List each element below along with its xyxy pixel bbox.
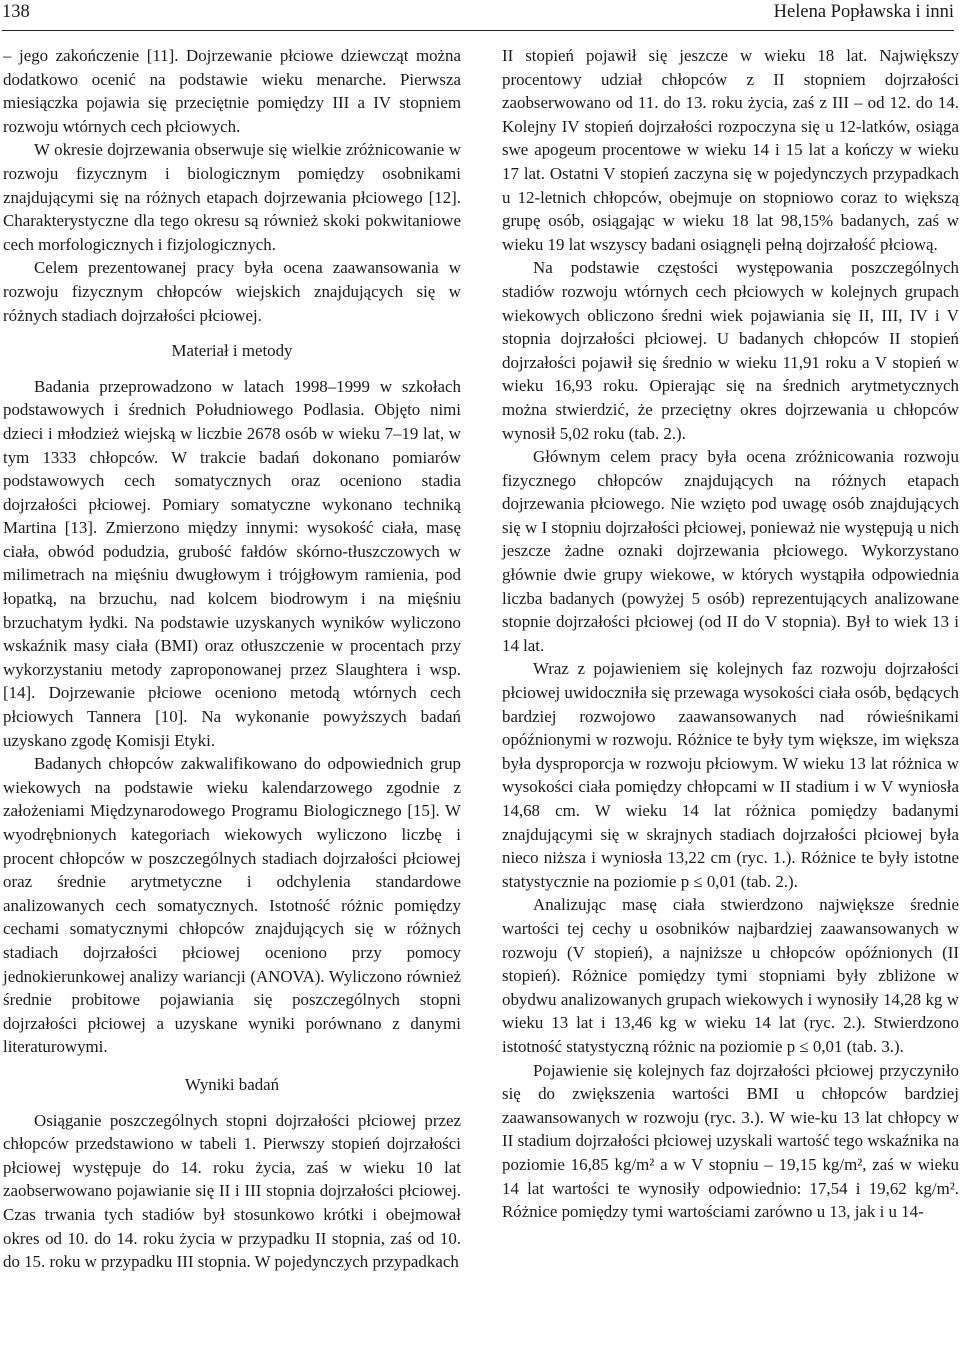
section-heading-methods: Materiał i metody	[171, 341, 293, 361]
right-column	[502, 44, 959, 1224]
paragraph: Badania przeprowadzono w latach 1998–1999 w szkołach podstawowych i średnich Południowego Podlasia. Objęto nimi dzieci i młodzież wiejską w liczbie 2678 osób w wieku 7–19 lat, w tym 1333 chłopców. W trakcie badań dokonano pomiarów podstawowych cech somatycznych oraz oceniono stadia dojrzałości płciowej. Pomiary somatyczne wykonano techniką Martina [13]. Zmierzono między innymi: wysokość ciała, masę ciała, obwód podudzia, grubość fałdów skórno-tłuszczowych w milimetrach na mięśniu dwugłowym i trójgłowym ramienia, pod łopatką, na brzuchu, nad kolcem biodrowym i na mięśniu brzuchatym łydki. Na podstawie uzyskanych wyników wyliczono wskaźnik masy ciała (BMI) oraz otłuszczenie w procentach przy wykorzystaniu metody zaproponowanej przez Slaughtera i wsp. [14]. Dojrzewanie płciowe oceniono metodą wtórnych cech płciowych Tannera [10]. Na wykonanie powyższych badań uzyskano zgodę Komisji Etyki.	[3, 376, 461, 750]
paragraph: Celem prezentowanej pracy była ocena zaawansowania w rozwoju fizycznym chłopców wiejskich znajdujących się w różnych stadiach dojrzałości płciowej.	[3, 258, 461, 325]
running-header-authors: Helena Popławska i inni	[773, 2, 954, 22]
paragraph: Wraz z pojawieniem się kolejnych faz rozwoju dojrzałości płciowej uwidoczniła się przewaga wysokości ciała osób, będących bardziej rozwojowo zaawansowanych nad rówieśnikami opóźnionymi w rozwoju. Różnice te były tym większe, im większa była dysproporcja w rozwoju płciowym. W wieku 13 lat różnica w wysokości ciała pomiędzy chłopcami w II stadium i w V wyniosła 14,68 cm. W wieku 14 lat różnica pomiędzy badanymi znajdującymi się w skrajnych stadiach dojrzałości płciowej była nieco niższa i wyniosła 13,22 cm (ryc. 1.). Różnice te były istotne statystycznie na poziomie p ≤ 0,01 (tab. 2.).	[502, 659, 959, 891]
paragraph: Na podstawie częstości występowania poszczególnych stadiów rozwoju wtórnych cech płciowych w kolejnych grupach wiekowych obliczono średni wiek pojawiania się II, III, IV i V stopnia dojrzałości płciowej. U badanych chłopców II stopień dojrzałości pojawił się średnio w wieku 11,91 roku a V stopień w wieku 16,93 roku. Opierając się na średnich arytmetycznych można stwierdzić, że przeciętny okres dojrzewania u chłopców wynosił 5,02 roku (tab. 2.).	[502, 258, 959, 443]
paragraph: Osiąganie poszczególnych stopni dojrzałości płciowej przez chłopców przedstawiono w tabeli 1. Pierwszy stopień dojrzałości płciowej występuje do 14. roku życia, zaś w wieku 10 lat zaobserwowano pojawianie się II i III stopnia dojrzałości płciowej. Czas trwania tych stadiów był stosunkowo krótki i obejmował okres od 10. do 14. roku życia w przypadku II stopnia, zaś od 10. do 15. roku w przypadku III stopnia. W pojedynczych przypadkach	[3, 1110, 461, 1272]
paragraph: Głównym celem pracy była ocena zróżnicowania rozwoju fizycznego chłopców znajdujących na różnych etapach dojrzewania płciowego. Nie wzięto pod uwagę osób znajdujących się w I stopniu dojrzałości płciowej, ponieważ nie występują u nich jeszcze żadne oznaki dojrzewania płciowego. Wykorzystano głównie dwie grupy wiekowe, w których wystąpiła odpowiednia liczba badanych (powyżej 5 osób) reprezentujących analizowane stopnie dojrzałości płciowej (od II do V stopnia). Był to wiek 13 i 14 lat.	[502, 447, 959, 655]
paragraph: W okresie dojrzewania obserwuje się wielkie zróżnicowanie w rozwoju fizycznym i biologicznym pomiędzy osobnikami znajdującymi się na różnych etapach dojrzewania płciowego [12]. Charakterystyczne dla tego okresu są również skoki pokwitaniowe cech morfologicznych i fizjologicznych.	[3, 140, 461, 254]
paragraph: Analizując masę ciała stwierdzono największe średnie wartości tej cechy u osobników najbardziej zaawansowanych w rozwoju (V stopień), a najniższe u chłopców opóźnionych (II stopień). Różnice pomiędzy tymi stopniami były zbliżone w obydwu analizowanych grupach wiekowych i wynosiły 14,28 kg w wieku 13 lat i 13,46 kg w wieku 14 lat (ryc. 2.). Stwierdzono istotność statystyczną różnic na poziomie p ≤ 0,01 (tab. 3.).	[502, 895, 959, 1056]
paragraph: Pojawienie się kolejnych faz dojrzałości płciowej przyczyniło się do zwiększenia wartości BMI u chłopców bardziej zaawansowanych w rozwoju (ryc. 3.). W wie-ku 13 lat chłopcy w II stadium dojrzałości płciowej uzyskali wartość tego wskaźnika na poziomie 16,85 kg/m² a w V stopniu – 19,15 kg/m², zaś w wieku 14 lat wartości te wynosiły odpowiednio: 17,54 i 19,62 kg/m². Różnice pomiędzy tymi wartościami zarówno u 13, jak i u 14-	[502, 1060, 959, 1222]
paragraph: II stopień pojawił się jeszcze w wieku 18 lat. Największy procentowy udział chłopców z II stopniem dojrzałości zaobserwowano od 11. do 13. roku życia, zaś z III – od 12. do 14. Kolejny IV stopień dojrzałości rozpoczyna się u 12-latków, osiąga swe apogeum procentowe w wieku 14 i 15 lat a kończy w wieku 17 lat. Ostatni V stopień zaczyna się w pojedynczych przypadkach u 12-letnich chłopców, obejmuje on stopniowo coraz to większą grupę osób, osiągając w wieku 18 lat 98,15% badanych, zaś w wieku 19 lat wszyscy badani osiągnęli pełną dojrzałość płciową.	[502, 46, 959, 254]
paragraph: Badanych chłopców zakwalifikowano do odpowiednich grup wiekowych na podstawie wieku kalendarzowego zgodnie z założeniami Międzynarodowego Programu Biologicznego [15]. W wyodrębnionych kategoriach wiekowych wyliczono liczbę i procent chłopców w poszczególnych stadiach dojrzałości płciowej oraz średnie arytmetyczne i odchylenia standardowe analizowanych cech somatycznych. Istotność różnic pomiędzy cechami somatycznymi chłopców znajdujących się w różnych stadiach dojrzałości płciowej oceniono przy pomocy jednokierunkowej analizy wariancji (ANOVA). Wyliczono również średnie probitowe pojawiania się poszczególnych stopni dojrzałości płciowej a uzyskane wyniki porównano z danymi literaturowymi.	[3, 754, 461, 1057]
running-header	[2, 0, 954, 31]
page-number: 138	[2, 2, 30, 22]
paragraph: – jego zakończenie [11]. Dojrzewanie płciowe dziewcząt można dodatkowo ocenić na podstawie wieku menarche. Pierwsza miesiączka pojawia się przeciętnie pomiędzy III a IV stopniem rozwoju wtórnych cech płciowych.	[3, 46, 461, 136]
section-heading-results: Wyniki badań	[184, 1074, 280, 1094]
left-column	[3, 44, 461, 1274]
